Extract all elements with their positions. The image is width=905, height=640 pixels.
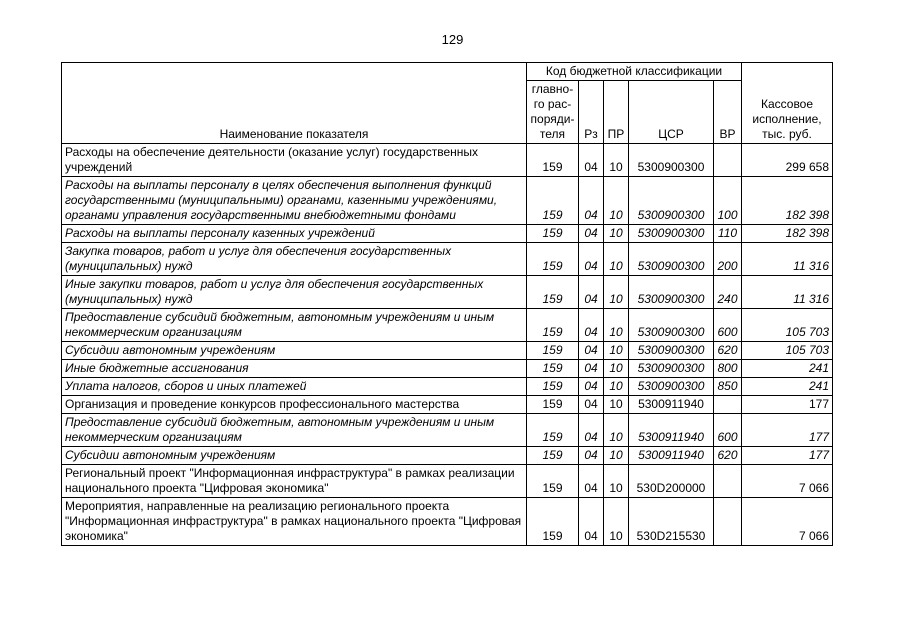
row-amount: 241 — [742, 378, 833, 396]
header-code-group: Код бюджетной классификации — [527, 63, 742, 81]
row-glavn: 159 — [527, 243, 579, 276]
table-row — [62, 144, 833, 177]
row-name: Предоставление субсидий бюджетным, автономным учреждениям и иным некоммерческим организациям — [62, 309, 527, 342]
row-name: Иные бюджетные ассигнования — [62, 360, 527, 378]
row-rz: 04 — [579, 309, 604, 342]
row-vr: 620 — [714, 342, 742, 360]
row-glavn: 159 — [527, 309, 579, 342]
table-row — [62, 225, 833, 243]
row-name: Субсидии автономным учреждениям — [62, 342, 527, 360]
table-row — [62, 276, 833, 309]
row-rz: 04 — [579, 276, 604, 309]
row-csr: 5300900300 — [629, 360, 714, 378]
row-glavn: 159 — [527, 225, 579, 243]
row-rz: 04 — [579, 243, 604, 276]
row-name: Иные закупки товаров, работ и услуг для обеспечения государственных (муниципальных) нужд — [62, 276, 527, 309]
row-glavn: 159 — [527, 378, 579, 396]
row-pr: 10 — [604, 465, 629, 498]
row-glavn: 159 — [527, 276, 579, 309]
row-glavn: 159 — [527, 360, 579, 378]
row-glavn: 159 — [527, 342, 579, 360]
header-amount: Кассовое исполнение, тыс. руб. — [742, 63, 833, 144]
row-csr: 5300911940 — [629, 396, 714, 414]
row-glavn: 159 — [527, 396, 579, 414]
table-row — [62, 360, 833, 378]
row-vr: 850 — [714, 378, 742, 396]
header-glavn: главно-го рас-поряди-теля — [527, 81, 579, 144]
table-row — [62, 378, 833, 396]
row-amount: 7 066 — [742, 465, 833, 498]
table-row — [62, 177, 833, 225]
row-name: Уплата налогов, сборов и иных платежей — [62, 378, 527, 396]
row-vr: 240 — [714, 276, 742, 309]
row-pr: 10 — [604, 243, 629, 276]
row-csr: 5300900300 — [629, 342, 714, 360]
header-vr: ВР — [714, 81, 742, 144]
row-name: Субсидии автономным учреждениям — [62, 447, 527, 465]
row-csr: 5300900300 — [629, 225, 714, 243]
header-csr: ЦСР — [629, 81, 714, 144]
row-vr: 620 — [714, 447, 742, 465]
row-vr — [714, 498, 742, 546]
row-pr: 10 — [604, 447, 629, 465]
table-body — [62, 144, 833, 546]
row-vr — [714, 144, 742, 177]
row-amount: 105 703 — [742, 342, 833, 360]
row-rz: 04 — [579, 342, 604, 360]
row-pr: 10 — [604, 414, 629, 447]
table-row — [62, 342, 833, 360]
row-name: Закупка товаров, работ и услуг для обеспечения государственных (муниципальных) нужд — [62, 243, 527, 276]
row-amount: 105 703 — [742, 309, 833, 342]
row-glavn: 159 — [527, 465, 579, 498]
row-pr: 10 — [604, 498, 629, 546]
row-vr: 600 — [714, 414, 742, 447]
row-amount: 177 — [742, 396, 833, 414]
row-name: Предоставление субсидий бюджетным, автономным учреждениям и иным некоммерческим организациям — [62, 414, 527, 447]
row-rz: 04 — [579, 378, 604, 396]
row-name: Расходы на выплаты персоналу в целях обеспечения выполнения функций государственными (муниципальными) органами, казенными учреждениями, органами управления государственными внебюджетными фондами — [62, 177, 527, 225]
row-pr: 10 — [604, 177, 629, 225]
row-amount: 7 066 — [742, 498, 833, 546]
row-csr: 530D200000 — [629, 465, 714, 498]
row-pr: 10 — [604, 396, 629, 414]
row-pr: 10 — [604, 225, 629, 243]
row-pr: 10 — [604, 342, 629, 360]
row-csr: 5300900300 — [629, 177, 714, 225]
row-glavn: 159 — [527, 498, 579, 546]
row-amount: 182 398 — [742, 225, 833, 243]
row-amount: 177 — [742, 447, 833, 465]
row-name: Региональный проект "Информационная инфраструктура" в рамках реализации национального проекта "Цифровая экономика" — [62, 465, 527, 498]
row-csr: 5300900300 — [629, 243, 714, 276]
row-rz: 04 — [579, 360, 604, 378]
row-vr: 200 — [714, 243, 742, 276]
row-rz: 04 — [579, 465, 604, 498]
row-amount: 177 — [742, 414, 833, 447]
row-name: Организация и проведение конкурсов профессионального мастерства — [62, 396, 527, 414]
row-csr: 5300911940 — [629, 447, 714, 465]
header-pr: ПР — [604, 81, 629, 144]
page-number: 129 — [441, 32, 464, 47]
row-vr: 800 — [714, 360, 742, 378]
table-row — [62, 447, 833, 465]
row-rz: 04 — [579, 414, 604, 447]
row-csr: 5300900300 — [629, 276, 714, 309]
row-glavn: 159 — [527, 177, 579, 225]
row-pr: 10 — [604, 276, 629, 309]
row-vr — [714, 396, 742, 414]
row-rz: 04 — [579, 225, 604, 243]
row-csr: 5300900300 — [629, 309, 714, 342]
row-amount: 299 658 — [742, 144, 833, 177]
table-row — [62, 309, 833, 342]
row-rz: 04 — [579, 498, 604, 546]
row-rz: 04 — [579, 447, 604, 465]
row-vr — [714, 465, 742, 498]
row-rz: 04 — [579, 144, 604, 177]
table-row — [62, 465, 833, 498]
table-row — [62, 396, 833, 414]
row-name: Расходы на выплаты персоналу казенных учреждений — [62, 225, 527, 243]
table-row — [62, 414, 833, 447]
row-vr: 600 — [714, 309, 742, 342]
row-vr: 110 — [714, 225, 742, 243]
row-pr: 10 — [604, 144, 629, 177]
row-csr: 5300911940 — [629, 414, 714, 447]
header-rz: Рз — [579, 81, 604, 144]
row-pr: 10 — [604, 360, 629, 378]
table-row — [62, 243, 833, 276]
row-csr: 5300900300 — [629, 378, 714, 396]
row-rz: 04 — [579, 396, 604, 414]
row-pr: 10 — [604, 309, 629, 342]
row-csr: 530D215530 — [629, 498, 714, 546]
row-rz: 04 — [579, 177, 604, 225]
row-name: Мероприятия, направленные на реализацию регионального проекта "Информационная инфраструктура" в рамках национального проекта "Цифровая экономика" — [62, 498, 527, 546]
row-vr: 100 — [714, 177, 742, 225]
row-csr: 5300900300 — [629, 144, 714, 177]
row-name: Расходы на обеспечение деятельности (оказание услуг) государственных учреждений — [62, 144, 527, 177]
table-row — [62, 498, 833, 546]
row-amount: 182 398 — [742, 177, 833, 225]
row-amount: 241 — [742, 360, 833, 378]
row-glavn: 159 — [527, 414, 579, 447]
row-pr: 10 — [604, 378, 629, 396]
row-amount: 11 316 — [742, 276, 833, 309]
header-name: Наименование показателя — [62, 63, 527, 144]
row-glavn: 159 — [527, 144, 579, 177]
row-glavn: 159 — [527, 447, 579, 465]
budget-table — [61, 62, 833, 546]
row-amount: 11 316 — [742, 243, 833, 276]
